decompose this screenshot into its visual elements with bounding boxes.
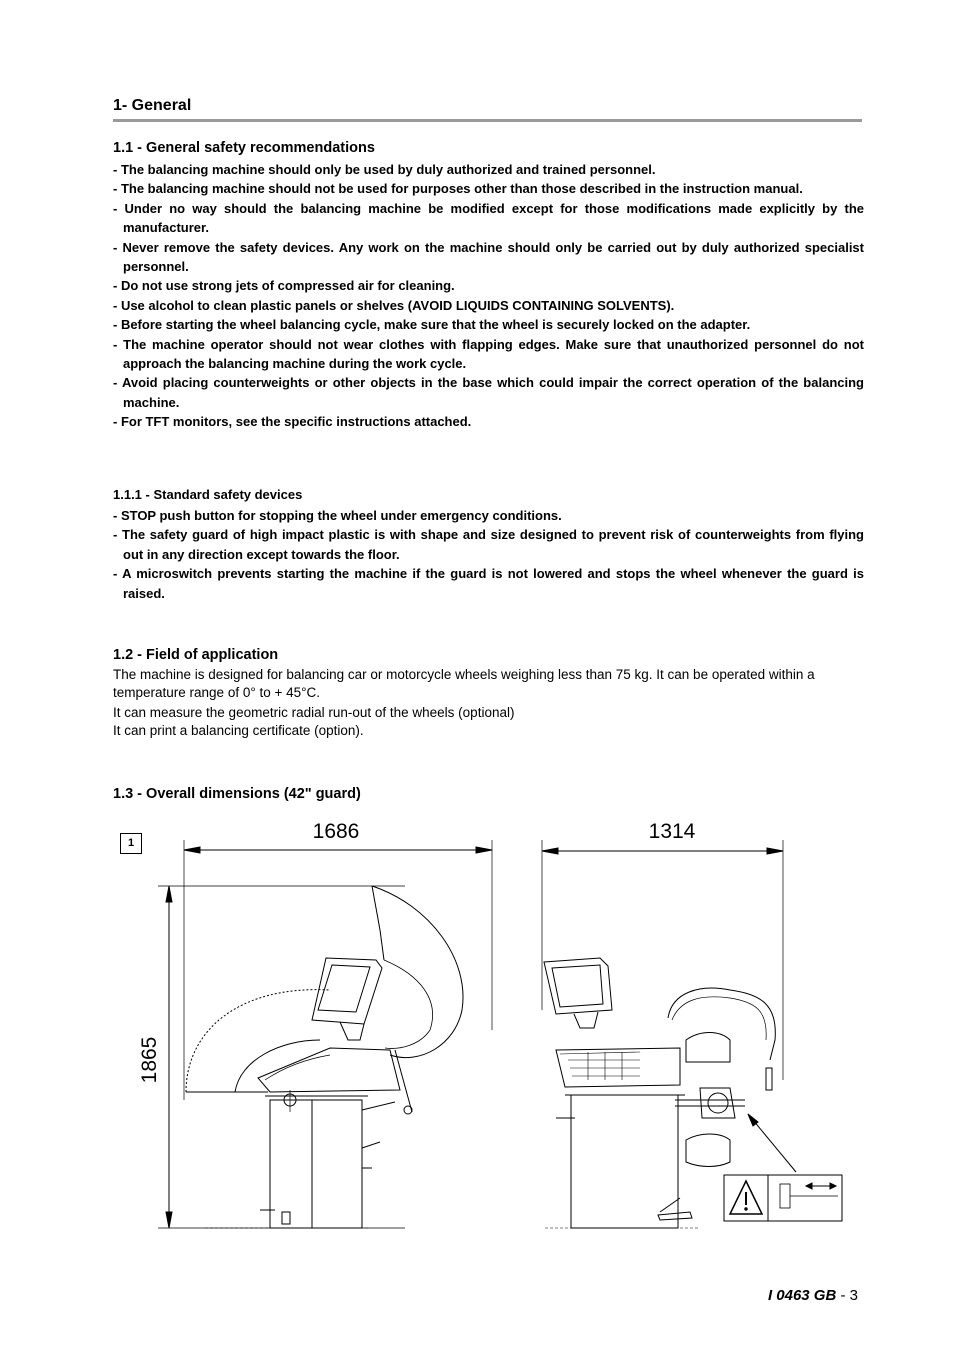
safety-item: - The balancing machine should only be used by duly authorized and trained personnel. — [113, 162, 656, 177]
dimensions-drawing — [0, 810, 954, 1240]
devices-heading: 1.1.1 - Standard safety devices — [113, 487, 303, 502]
dimension-width-side-label: 1314 — [648, 820, 696, 843]
devices-item: - STOP push button for stopping the wheel under emergency conditions. — [113, 508, 562, 523]
safety-item: - Use alcohol to clean plastic panels or shelves (AVOID LIQUIDS CONTAINING SOLVENTS). — [113, 297, 675, 313]
application-paragraph: The machine is designed for balancing car or motorcycle wheels weighing less than 75 kg. It can be operated within a temperature range of 0° to + 45°C. — [113, 667, 815, 700]
safety-item: - Do not use strong jets of compressed air for cleaning. — [113, 278, 455, 294]
dimensions-heading: 1.3 - Overall dimensions (42" guard) — [113, 786, 361, 802]
application-paragraph: It can measure the geometric radial run-out of the wheels (optional) — [113, 705, 515, 720]
application-text — [113, 666, 864, 740]
safety-item: - Before starting the wheel balancing cycle, make sure that the wheel is securely locked on the adapter. — [113, 317, 751, 333]
application-paragraph: It can print a balancing certificate (option). — [113, 723, 364, 738]
safety-heading: 1.1 - General safety recommendations — [113, 140, 375, 156]
devices-item: - A microswitch prevents starting the machine if the guard is not lowered and stops the wheel whenever the guard is raised. — [113, 566, 864, 601]
figure-number: 1 — [120, 833, 142, 854]
safety-item: - For TFT monitors, see the specific instructions attached. — [113, 414, 472, 430]
application-heading: 1.2 - Field of application — [113, 647, 279, 663]
section-heading: 1- General — [113, 97, 862, 122]
page-footer — [768, 1287, 858, 1304]
document-code: I 0463 GB — [767, 1287, 837, 1304]
machine-front-view — [186, 886, 463, 1228]
safety-list — [113, 160, 864, 432]
double-arrow-icon — [806, 1183, 836, 1189]
safety-item: - Avoid placing counterweights or other objects in the base which could impair the correct operation of the balancing machine. — [113, 375, 864, 410]
safety-item: - Never remove the safety devices. Any work on the machine should only be carried out by duly authorized specialist personnel. — [113, 239, 864, 275]
dimension-height-label: 1865 — [138, 1036, 161, 1084]
dimension-width-front-label: 1686 — [312, 820, 360, 843]
devices-list — [113, 506, 864, 603]
warning-label — [724, 1175, 842, 1221]
machine-side-view — [544, 958, 796, 1228]
devices-item: - The safety guard of high impact plastic is with shape and size designed to prevent risk of counterweights from flying out in any direction except towards the floor. — [113, 527, 864, 562]
height-dimension — [158, 886, 405, 1228]
page-number: - 3 — [836, 1287, 858, 1304]
safety-item: - The machine operator should not wear clothes with flapping edges. Make sure that unauthorized personnel do not approach the balancing machine during the work cycle. — [113, 336, 864, 372]
width-dimension-front — [184, 840, 492, 1100]
safety-item: - Under no way should the balancing machine be modified except for those modifications made explicitly by the manufacturer. — [113, 200, 864, 236]
warning-icon — [730, 1181, 762, 1214]
safety-item: - The balancing machine should not be used for purposes other than those described in the instruction manual. — [113, 181, 803, 197]
